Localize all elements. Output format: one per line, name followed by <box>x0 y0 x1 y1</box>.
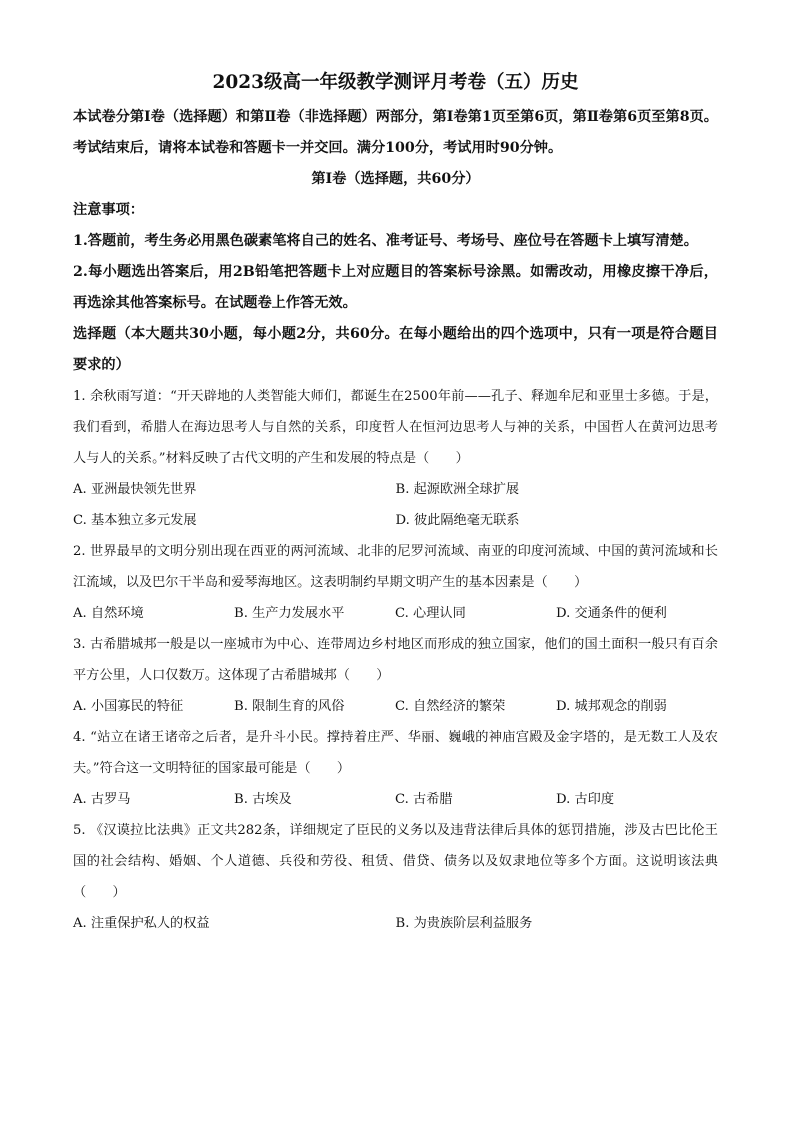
option-d: D. 交通条件的便利 <box>556 606 667 621</box>
notice-item-1: 1.答题前，考生务必用黑色碳素笔将自己的姓名、准考证号、考场号、座位号在答题卡上填写清楚。 <box>73 233 698 249</box>
option-row <box>73 691 718 722</box>
question-stem: 3. 古希腊城邦一般是以一座城市为中心、连带周边乡村地区而形成的独立国家，他们的国土面积一般只有百余平方公里，人口仅数万。这体现了古希腊城邦（ ） <box>73 637 718 683</box>
option-a: A. 古罗马 <box>73 792 131 807</box>
option-row <box>73 505 718 536</box>
option-c: C. 基本独立多元发展 <box>73 513 197 528</box>
option-c: C. 自然经济的繁荣 <box>395 699 506 714</box>
question-1 <box>73 381 718 536</box>
option-b: B. 生产力发展水平 <box>234 606 345 621</box>
question-stem: 2. 世界最早的文明分别出现在西亚的两河流域、北非的尼罗河流域、南亚的印度河流域、中国的黄河流域和长江流域，以及巴尔干半岛和爱琴海地区。这表明制约早期文明产生的基本因素是（ ） <box>73 544 718 590</box>
exam-intro: 本试卷分第Ⅰ卷（选择题）和第Ⅱ卷（非选择题）两部分，第Ⅰ卷第1页至第6页，第Ⅱ卷第6页至第8页。考试结束后，请将本试卷和答题卡一并交回。满分100分，考试用时90分钟。 <box>73 109 718 156</box>
option-a: A. 亚洲最快领先世界 <box>73 482 197 497</box>
option-d: D. 古印度 <box>556 792 615 807</box>
option-row <box>73 908 718 939</box>
option-b: B. 古埃及 <box>234 792 292 807</box>
option-row <box>73 474 718 505</box>
option-a: A. 小国寡民的特征 <box>73 699 184 714</box>
option-b: B. 限制生育的风俗 <box>234 699 345 714</box>
question-stem: 5. 《汉谟拉比法典》正文共282条，详细规定了臣民的义务以及违背法律后具体的惩罚措施，涉及古巴比伦王国的社会结构、婚姻、个人道德、兵役和劳役、租赁、借贷、债务以及奴隶地位等多个方面。这说明该法典（ ） <box>73 823 718 900</box>
notice-item-2: 2.每小题选出答案后，用2B铅笔把答题卡上对应题目的答案标号涂黑。如需改动，用橡皮擦干净后，再选涂其他答案标号。在试题卷上作答无效。 <box>73 264 718 311</box>
question-2 <box>73 536 718 629</box>
option-c: C. 古希腊 <box>395 792 453 807</box>
option-row <box>73 598 718 629</box>
exam-page <box>73 70 718 939</box>
question-3 <box>73 629 718 722</box>
option-row <box>73 784 718 815</box>
option-c: C. 心理认同 <box>395 606 466 621</box>
option-a: A. 注重保护私人的权益 <box>73 916 210 931</box>
question-stem: 4. “站立在诸王诸帝之后者，是升斗小民。撑持着庄严、华丽、巍峨的神庙宫殿及金字塔的，是无数工人及农夫。”符合这一文明特征的国家最可能是（ ） <box>73 730 718 776</box>
option-b: B. 为贵族阶层利益服务 <box>395 916 533 931</box>
exam-title: 2023级高一年级教学测评月考卷（五）历史 <box>212 72 579 93</box>
choice-instructions: 选择题（本大题共30小题，每小题2分，共60分。在每小题给出的四个选项中，只有一项是符合题目要求的） <box>73 326 718 373</box>
option-a: A. 自然环境 <box>73 606 144 621</box>
option-b: B. 起源欧洲全球扩展 <box>395 482 520 497</box>
question-stem: 1. 余秋雨写道：“开天辟地的人类智能大师们，都诞生在2500年前——孔子、释迦牟尼和亚里士多德。于是，我们看到，希腊人在海边思考人与自然的关系，印度哲人在恒河边思考人与神的关系，中国哲人在黄河边思考人与人的关系。”材料反映了古代文明的产生和发展的特点是（ ） <box>73 389 718 466</box>
question-5 <box>73 815 718 939</box>
option-d: D. 城邦观念的削弱 <box>556 699 667 714</box>
option-d: D. 彼此隔绝毫无联系 <box>395 513 520 528</box>
notice-heading: 注意事项： <box>73 202 144 218</box>
question-4 <box>73 722 718 815</box>
section-title: 第Ⅰ卷（选择题，共60分） <box>311 171 480 187</box>
